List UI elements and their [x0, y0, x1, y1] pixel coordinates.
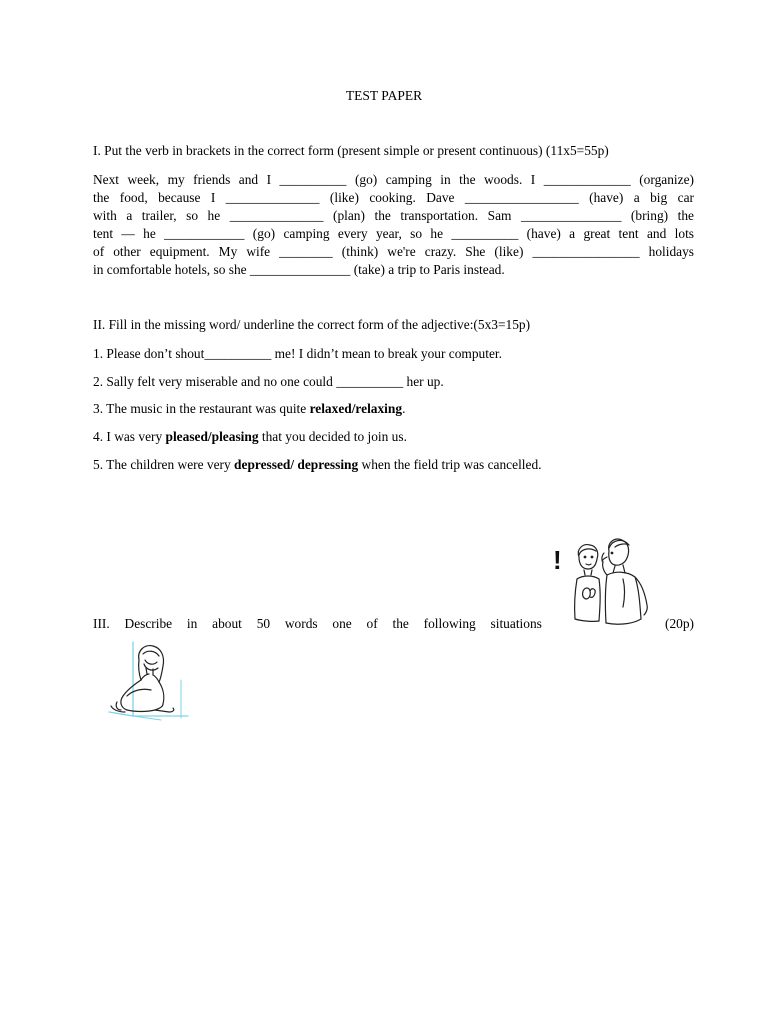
- exercise-item-4: [93, 429, 698, 445]
- page-title: TEST PAPER: [345, 88, 423, 103]
- instruction-word: following: [423, 616, 476, 631]
- exercise-item-1: [93, 346, 698, 362]
- adjective-choice: relaxed/relaxing: [309, 401, 403, 416]
- exercise-item-5: [93, 457, 698, 473]
- sad-crouching-girl-illustration: [103, 640, 193, 722]
- item-text: 1. Please don’t shout__________ me! I didn’t mean to break your computer.: [93, 346, 502, 361]
- item-text: 3. The music in the restaurant was quite: [93, 401, 310, 416]
- instruction-word: the: [392, 616, 409, 631]
- instruction-word: 50: [256, 616, 271, 631]
- instruction-word: about: [212, 616, 242, 631]
- section-1-paragraph: [93, 171, 694, 280]
- instruction-word: of: [366, 616, 378, 631]
- section-3-points: (20p): [664, 616, 694, 631]
- paragraph-line: in comfortable hotels, so she _______________ (take) a trip to Paris instead.: [93, 262, 505, 278]
- instruction-word: Describe: [124, 616, 173, 631]
- whispering-people-illustration: [549, 535, 659, 635]
- item-text-end: when the field trip was cancelled.: [358, 457, 542, 472]
- instruction-word: in: [186, 616, 198, 631]
- exercise-item-3: [93, 401, 698, 417]
- item-text-end: that you decided to join us.: [258, 429, 407, 444]
- paragraph-line: Next week, my friends and I __________ (go) camping in the woods. I _____________ (organize): [93, 172, 694, 187]
- instruction-word: III.: [93, 616, 110, 631]
- item-text: 5. The children were very: [93, 457, 235, 472]
- exclamation-mark: !: [553, 545, 562, 575]
- item-text: 2. Sally felt very miserable and no one could __________ her up.: [93, 374, 444, 389]
- exercise-item-2: [93, 374, 698, 390]
- section-1-heading: I. Put the verb in brackets in the correct form (present simple or present continuous) (11x5=55p): [93, 143, 609, 158]
- item-text: 4. I was very: [93, 429, 166, 444]
- instruction-word: one: [332, 616, 352, 631]
- section-3-instruction: [93, 616, 542, 632]
- paragraph-line: of other equipment. My wife ________ (think) we're crazy. She (like) ________________ holidays: [93, 244, 694, 260]
- paragraph-line: the food, because I ______________ (like) cooking. Dave _________________ (have) a big car: [93, 190, 694, 206]
- section-2-heading: II. Fill in the missing word/ underline the correct form of the adjective:(5x3=15p): [93, 317, 531, 332]
- paragraph-line: tent — he ____________ (go) camping every year, so he __________ (have) a great tent and lots: [93, 226, 694, 242]
- instruction-word: situations: [490, 616, 542, 631]
- adjective-choice: pleased/pleasing: [165, 429, 259, 444]
- instruction-word: words: [284, 616, 318, 631]
- adjective-choice: depressed/ depressing: [234, 457, 359, 472]
- paragraph-line: with a trailer, so he ______________ (plan) the transportation. Sam _______________ (bring) the: [93, 208, 694, 224]
- item-text-end: .: [402, 401, 406, 416]
